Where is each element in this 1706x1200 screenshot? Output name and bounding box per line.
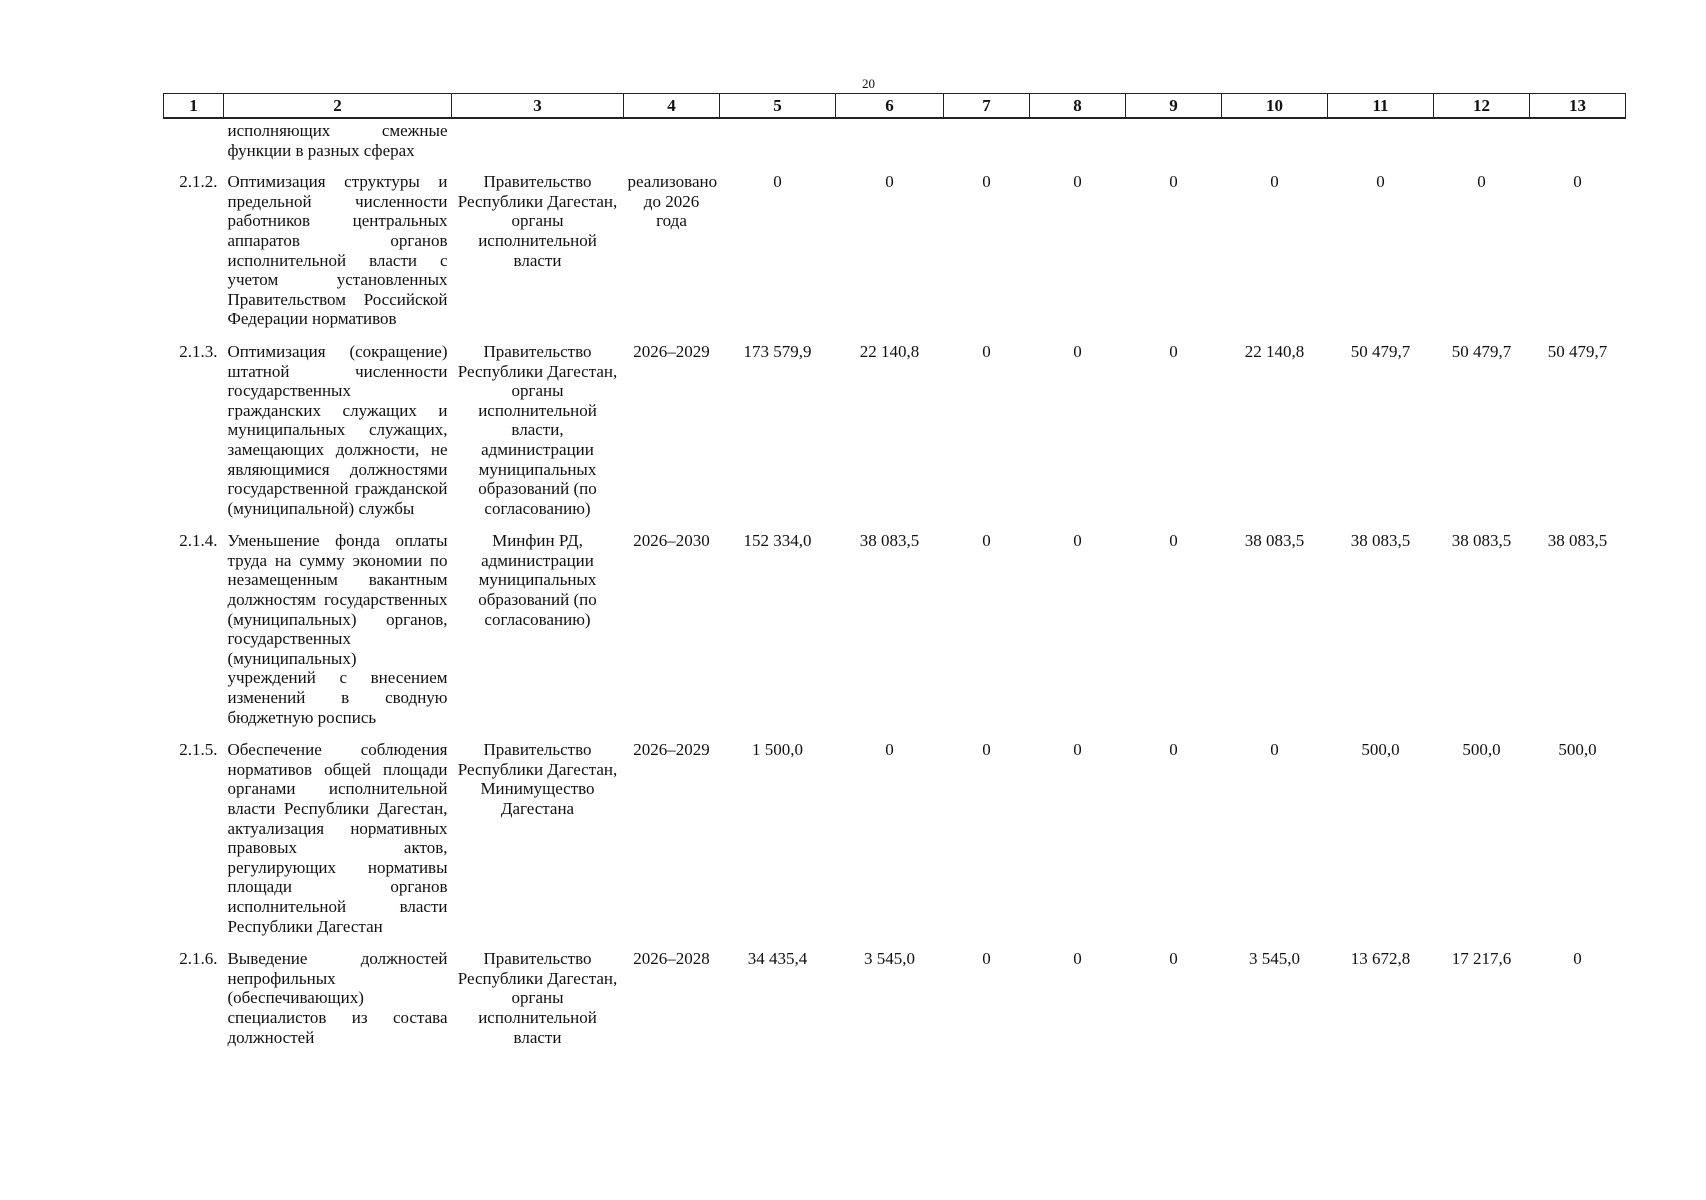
executor: Правительство Республики Дагестан, органы исполнительной власти (457, 949, 618, 1047)
value-col-8: 0 (1073, 949, 1082, 969)
value-col-6: 0 (885, 172, 894, 192)
period: 2026–2028 (633, 949, 710, 969)
continuation-num-cell (164, 118, 224, 162)
value-col-5: 1 500,0 (752, 740, 803, 760)
value-col-10: 38 083,5 (1244, 531, 1305, 551)
row-number: 2.1.2. (179, 172, 218, 192)
value-col-8: 0 (1073, 740, 1082, 760)
table-row (164, 939, 1626, 1050)
table-row (164, 162, 1626, 332)
page-number: 20 (862, 76, 875, 91)
value-col-7: 0 (982, 949, 991, 969)
value-col-12: 0 (1477, 172, 1486, 192)
value-col-13: 0 (1573, 949, 1582, 969)
value-col-9: 0 (1169, 949, 1178, 969)
value-col-13: 0 (1573, 172, 1582, 192)
column-header-13: 13 (1530, 94, 1626, 119)
column-header-3: 3 (452, 94, 624, 119)
column-header-4: 4 (624, 94, 720, 119)
value-col-11: 500,0 (1361, 740, 1400, 760)
column-header-8: 8 (1030, 94, 1126, 119)
measure-name: Оптимизация структуры и предельной численности работников центральных аппаратов органов исполнительной власти с учетом установленных Правительством Российской Федерации нормативов (227, 172, 448, 329)
value-col-8: 0 (1073, 172, 1082, 192)
value-col-7: 0 (982, 740, 991, 760)
value-col-11: 0 (1376, 172, 1385, 192)
measure-name: Уменьшение фонда оплаты труда на сумму экономии по незамещенным вакантным должностям государственных (муниципальных) органов, государственных (муниципальных) учреждений с внесением изменений в сводную бюджетную роспись (227, 531, 448, 727)
value-col-6: 22 140,8 (859, 341, 920, 361)
value-col-5: 152 334,0 (743, 531, 812, 551)
value-col-11: 13 672,8 (1350, 949, 1411, 969)
value-col-13: 500,0 (1558, 740, 1597, 760)
value-col-12: 500,0 (1462, 740, 1501, 760)
value-col-11: 38 083,5 (1350, 531, 1411, 551)
value-col-6: 0 (885, 740, 894, 760)
value-col-7: 0 (982, 531, 991, 551)
value-col-6: 3 545,0 (864, 949, 915, 969)
header-row (164, 94, 1626, 119)
measure-name: Оптимизация (сокращение) штатной численности государственных гражданских служащих и муниципальных служащих, замещающих должности, не являющимися должностями государственной гражданской (муниципальной) службы (227, 341, 448, 518)
column-header-6: 6 (836, 94, 944, 119)
value-col-6: 38 083,5 (859, 531, 920, 551)
value-col-9: 0 (1169, 740, 1178, 760)
value-col-8: 0 (1073, 531, 1082, 551)
value-col-5: 173 579,9 (743, 341, 812, 361)
period: реализовано до 2026 года (627, 172, 718, 231)
value-col-10: 0 (1270, 740, 1279, 760)
value-col-12: 50 479,7 (1451, 341, 1512, 361)
period: 2026–2029 (633, 740, 710, 760)
executor: Правительство Республики Дагестан, Минимущество Дагестана (457, 740, 618, 818)
value-col-13: 38 083,5 (1547, 531, 1608, 551)
row-number: 2.1.6. (179, 949, 218, 969)
value-col-11: 50 479,7 (1350, 341, 1411, 361)
table-row (164, 730, 1626, 939)
period: 2026–2029 (633, 341, 710, 361)
value-col-12: 17 217,6 (1451, 949, 1512, 969)
value-col-13: 50 479,7 (1547, 341, 1608, 361)
table-row (164, 521, 1626, 730)
measures-table (163, 93, 1626, 1050)
table-row (164, 332, 1626, 521)
column-header-7: 7 (944, 94, 1030, 119)
value-col-5: 34 435,4 (747, 949, 808, 969)
value-col-10: 0 (1270, 172, 1279, 192)
executor: Правительство Республики Дагестан, органы исполнительной власти, администрации муниципальных образований (по согласованию) (457, 341, 618, 518)
continuation-row (164, 118, 1626, 162)
value-col-10: 3 545,0 (1249, 949, 1300, 969)
value-col-7: 0 (982, 341, 991, 361)
table-body (164, 118, 1626, 1050)
value-col-9: 0 (1169, 531, 1178, 551)
period: 2026–2030 (633, 531, 710, 551)
row-number: 2.1.4. (179, 531, 218, 551)
executor: Правительство Республики Дагестан, органы исполнительной власти (457, 172, 618, 270)
continuation-text: исполняющих смежные функции в разных сферах (227, 121, 448, 160)
value-col-9: 0 (1169, 341, 1178, 361)
column-header-10: 10 (1222, 94, 1328, 119)
value-col-8: 0 (1073, 341, 1082, 361)
column-header-2: 2 (224, 94, 452, 119)
value-col-12: 38 083,5 (1451, 531, 1512, 551)
document-table-container (163, 93, 1625, 1050)
column-header-5: 5 (720, 94, 836, 119)
column-header-12: 12 (1434, 94, 1530, 119)
value-col-10: 22 140,8 (1244, 341, 1305, 361)
row-number: 2.1.5. (179, 740, 218, 760)
value-col-5: 0 (773, 172, 782, 192)
value-col-9: 0 (1169, 172, 1178, 192)
column-header-1: 1 (164, 94, 224, 119)
column-header-9: 9 (1126, 94, 1222, 119)
row-number: 2.1.3. (179, 341, 218, 361)
column-header-11: 11 (1328, 94, 1434, 119)
executor: Минфин РД, администрации муниципальных образований (по согласованию) (478, 531, 597, 629)
measure-name: Выведение должностей непрофильных (обеспечивающих) специалистов из состава должностей (227, 949, 448, 1047)
table-header (164, 94, 1626, 119)
measure-name: Обеспечение соблюдения нормативов общей площади органами исполнительной власти Республики Дагестан, актуализация нормативных правовых актов, регулирующих нормативы площади органов исполнительной власти Республики Дагестан (227, 740, 448, 936)
value-col-7: 0 (982, 172, 991, 192)
